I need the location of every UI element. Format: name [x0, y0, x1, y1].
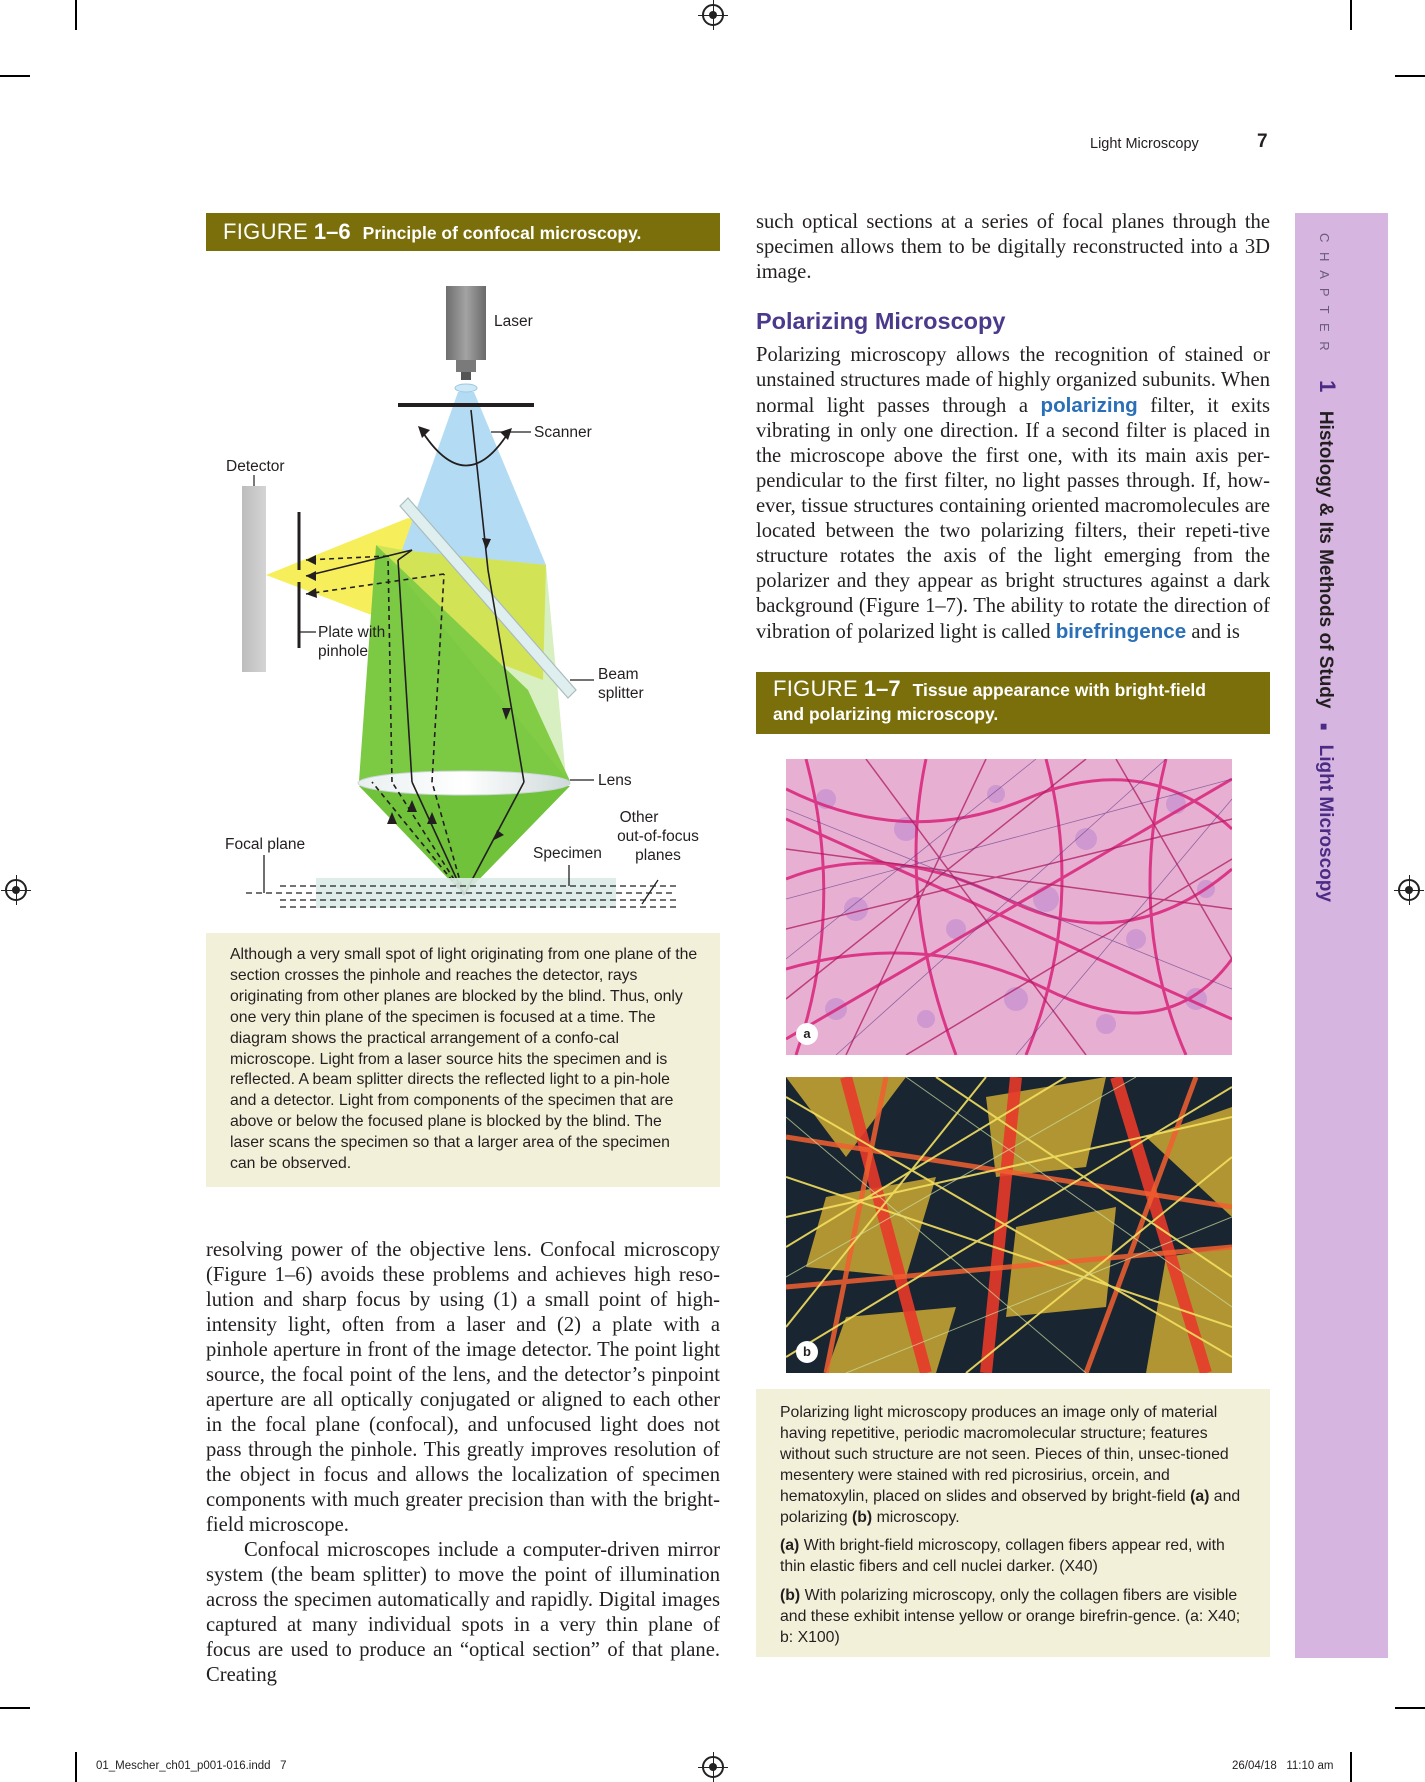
crop-mark [75, 0, 77, 30]
figure-1-7-caption [756, 1389, 1270, 1657]
running-title: Light Microscopy [1090, 136, 1199, 152]
text-run: With bright-field microscopy, collagen fibers appear red, with thin elastic fibers and cell nuclei darker. (X40) [780, 1537, 1225, 1576]
confocal-diagram [206, 260, 720, 920]
caption-main [780, 1403, 1248, 1528]
text-run: and polarizing [780, 1487, 1241, 1526]
crop-mark [0, 75, 30, 77]
section-heading: Polarizing Microscopy [756, 308, 1006, 334]
figure-label: FIGURE [773, 676, 858, 701]
figure-title-line2: and polarizing microscopy. [773, 704, 999, 724]
ref-b: (b) [852, 1508, 873, 1526]
ref-b: (b) [780, 1587, 801, 1605]
figure-1-6-title-bar [206, 213, 720, 251]
section-title: Light Microscopy [1315, 744, 1336, 902]
text-run: With polarizing microscopy, only the collagen fibers are visible and these exhibit intense yellow or orange birefrin-gence. (a: X40; b: X100) [780, 1587, 1241, 1647]
text-run: filter, it exits vibrating in only one direction. If a second filter is placed in the microscope above the first one, with its main axis per-pendicular to the first filter, no light passes through. If, how-ever, tissue structures containing oriented macromolecules are located between the two polarizing filters, their repeti-tive structure rotates the axis of the light emerging from the polarizer and they appear as bright structures against a dark background (Figure 1–7). The ability to rotate the direction of vibration of polarized light is called [756, 395, 1270, 643]
bullet-icon: ■ [1317, 722, 1331, 731]
figure-1-6-caption [206, 933, 720, 1187]
figure-1-7-title-bar [756, 672, 1270, 734]
label-other-line2: out-of-focus [617, 828, 699, 845]
micrograph-b-texture [786, 1077, 1232, 1373]
ref-a: (a) [1190, 1487, 1210, 1505]
paragraph: Confocal microscopes include a computer-driven mirror system (the beam splitter) to move the point of illumination across the specimen automatically and rapidly. Digital images captured at many individual spots in a very thin plane of focus are used to produce an “optical section” of that plane. Creating [206, 1539, 720, 1686]
registration-mark-icon [1398, 879, 1420, 901]
label-other-line1: Other [619, 809, 659, 826]
caption-b [780, 1586, 1248, 1649]
crop-mark [1395, 75, 1425, 77]
crop-mark [1350, 1752, 1352, 1782]
text-run: microscopy. [876, 1508, 960, 1526]
registration-mark-icon [702, 4, 724, 26]
chapter-number: 1 [1315, 380, 1340, 393]
text-run: Polarizing microscopy allows the recognition of stained or unstained structures made of highly organized subunits. When normal light passes through a [756, 344, 1270, 417]
keyword-birefringence: birefringence [1055, 620, 1187, 643]
ref-a: (a) [780, 1537, 800, 1555]
keyword-polarizing: polarizing [1040, 394, 1138, 417]
crop-mark [0, 1707, 30, 1709]
label-other-line3: planes [635, 847, 681, 864]
text-run: and is [1191, 621, 1240, 643]
chapter-title: Histology & Its Methods of Study [1315, 410, 1336, 709]
chapter-sidebar [1295, 213, 1388, 1658]
sidebar-label [1314, 233, 1340, 902]
registration-mark-icon [5, 879, 27, 901]
label-focal-plane: Focal plane [225, 836, 306, 853]
left-column-text [206, 1238, 720, 1688]
figure-label: FIGURE [223, 219, 308, 244]
label-detector: Detector [226, 458, 285, 475]
micrograph-polarizing [786, 1077, 1232, 1373]
text-run: Polarizing light microscopy produces an image only of material having repetitive, periodic macromolecular structure; features without such structure are not seen. Pieces of thin, unsec-tioned mesentery were stained with red picrosirius, orcein, and hematoxylin, placed on slides and observed by bright-field [780, 1404, 1229, 1505]
figure-number: 1–7 [863, 676, 901, 701]
caption-text: Although a very small spot of light originating from one plane of the section crosses the pinhole and reaches the detector, rays originating from other planes are blocked by the blind. Thus, only one very thin plane of the specimen is focused at a time. The diagram shows the practical arrangement of a confo-cal microscope. Light from a laser source hits the specimen and is reflected. A beam splitter directs the reflected light to a pin-hole and a detector. Light from components of the specimen that are above or below the focused plane is blocked by the blind. The laser scans the specimen so that a larger area of the specimen can be observed. [230, 946, 698, 1173]
objective-lens [358, 771, 570, 795]
figure-number: 1–6 [313, 219, 351, 244]
micrograph-a-texture [786, 759, 1232, 1055]
label-beam-line2: splitter [598, 685, 644, 702]
crop-mark [75, 1752, 77, 1782]
registration-mark-icon [702, 1756, 724, 1778]
right-column-text [756, 210, 1270, 645]
figure-title-line1: Tissue appearance with bright-field [912, 680, 1206, 700]
panel-label-b: b [796, 1341, 818, 1363]
micrograph-bright-field [786, 759, 1232, 1055]
slug-file: 01_Mescher_ch01_p001-016.indd 7 [96, 1760, 287, 1772]
paragraph: such optical sections at a series of focal planes through the specimen allows them to be digitally reconstructed into a 3D image. [756, 211, 1270, 283]
slug-date: 26/04/18 11:10 am [1232, 1760, 1334, 1772]
paragraph: resolving power of the objective lens. Confocal microscopy (Figure 1–6) avoids these problems and achieves high reso-lution and sharp focus by using (1) a small point of high-intensity light, often from a laser and (2) a plate with a pinhole aperture in front of the image detector. The point light source, the focal point of the lens, and the detector’s pinpoint aperture are all optically conjugated or aligned to each other in the focal plane (confocal), and unfocused light does not pass through the pinhole. This greatly improves resolution of the object in focus and allows the localization of specimen components with much greater precision than with the bright-field microscope. [206, 1239, 720, 1536]
panel-label-a: a [796, 1023, 818, 1045]
label-beam-line1: Beam [598, 666, 639, 683]
laser-body [446, 286, 486, 360]
label-lens: Lens [598, 772, 632, 789]
crop-mark [1395, 1707, 1425, 1709]
laser-beam [402, 392, 546, 565]
detector-bar [242, 486, 266, 672]
paragraph [756, 343, 1270, 645]
label-laser: Laser [494, 313, 533, 330]
caption-a [780, 1536, 1248, 1578]
label-specimen: Specimen [533, 845, 602, 862]
page-number: 7 [1257, 131, 1268, 152]
label-plate-line1: Plate with [318, 624, 386, 641]
label-plate-line2: pinhole [318, 643, 368, 660]
figure-title: Principle of confocal microscopy. [362, 223, 642, 243]
chapter-word: C H A P T E R [1317, 233, 1332, 354]
crop-mark [1350, 0, 1352, 30]
label-scanner: Scanner [534, 424, 592, 441]
